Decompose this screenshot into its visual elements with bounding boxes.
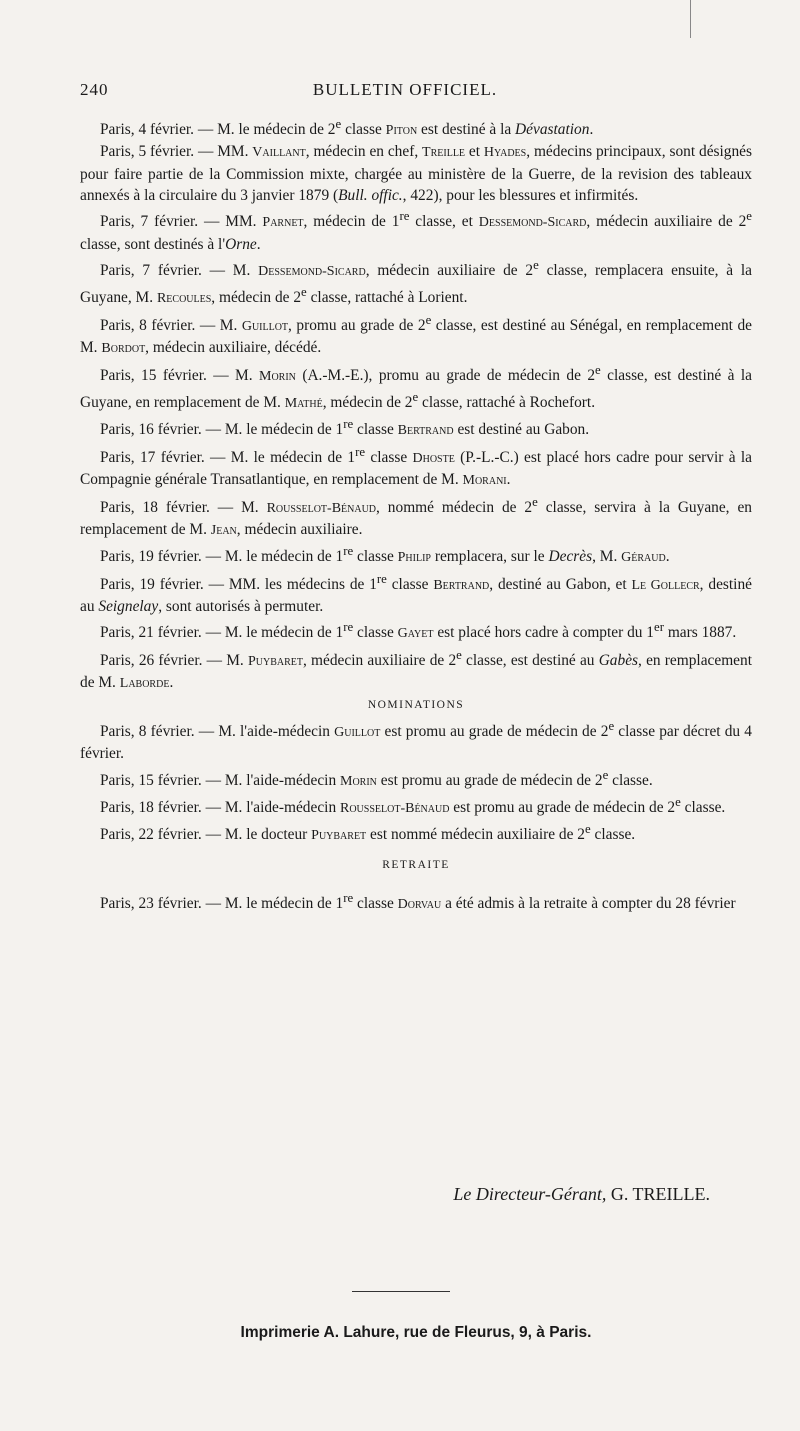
ship-name: Dévastation [515,121,590,139]
nomination-paragraph: Paris, 18 février. — M. l'aide-médecin Rousselot-Bénaud est promu au grade de médecin de 2e classe. [100,795,726,817]
signature-name: G. TREILLE. [610,1184,710,1204]
signature-block [80,1184,710,1205]
person-name: Jean [210,523,237,538]
page-header [80,80,730,104]
person-name: Dessemond-Sicard [258,264,366,280]
entry-date: Paris, 22 février. [100,826,202,844]
person-name: Hyades [483,145,527,161]
nominations-heading: NOMINATIONS [367,698,465,711]
person-name: Morin [340,773,377,789]
person-name: Rousselot-Bénaud [266,500,377,516]
entry-paragraph: Paris, 18 février. — M. Rousselot-Bénaud, nommé médecin de 2e classe, servira à la Guyane, en remplacement de M. Jean, médecin auxiliaire. [80,494,752,538]
signature-role: Le Directeur-Gérant, [453,1184,607,1204]
entry-paragraph: Paris, 7 février. — MM. Parnet, médecin de 1re classe, et Dessemond-Sicard, médecin auxiliaire de 2e classe, sont destinés à l'Orne. [80,209,752,253]
person-name: Morani [462,473,507,489]
person-name: Bertrand [397,423,454,439]
entry-paragraph: Paris, 4 février. — M. le médecin de 2e classe Piton est destiné à la Dévastation. [100,117,594,139]
retraite-list [80,888,752,915]
person-name: Dessemond-Sicard [478,215,587,231]
entry-paragraph: Paris, 17 février. — M. le médecin de 1re classe Dhoste (P.-L.-C.) est placé hors cadre pour servir à la Compagnie générale Transatlantique, en remplacement de M. Morani. [80,444,752,489]
entry-date: Paris, 18 février. [100,498,210,516]
entry-paragraph: Paris, 19 février. — MM. les médecins de 1re classe Bertrand, destiné au Gabon, et Le Gollecr, destiné au Seignelay, sont autorisés à permuter. [80,571,752,616]
entry-date: Paris, 8 février. [100,317,196,334]
person-name: Piton [385,123,418,139]
entry-date: Paris, 7 février. [100,262,202,280]
nomination-paragraph: Paris, 22 février. — M. le docteur Puybaret est nommé médecin auxiliaire de 2e classe. [100,822,636,844]
person-name: Guillot [241,319,289,334]
page-title: BULLETIN OFFICIEL. [312,80,498,99]
entries-list [80,114,752,695]
person-name: Mathé [284,396,323,412]
page-number: 240 [80,80,109,99]
person-name: Bertrand [433,577,490,593]
person-name: Géraud [621,550,666,566]
page-edge-mark [690,0,691,38]
entry-paragraph: Paris, 16 février. — M. le médecin de 1re classe Bertrand est destiné au Gabon. [100,417,590,439]
person-name: Parnet [262,215,304,231]
person-name: Recoules [156,291,212,307]
person-name: Laborde [119,676,170,692]
person-name: Rousselot-Bénaud [340,801,450,817]
person-name: Morin [259,368,296,384]
person-name: Vaillant [252,145,306,161]
ship-name: Decrès [548,548,593,566]
person-name: Gayet [397,626,434,642]
person-name: Philip [397,550,431,566]
entry-date: Paris, 15 février. [100,366,207,384]
entry-date: Paris, 5 février. [100,143,195,161]
retraite-heading: RETRAITE [382,858,450,871]
entry-paragraph: Paris, 19 février. — M. le médecin de 1re classe Philip remplacera, sur le Decrès, M. Géraud. [100,544,670,566]
entry-date: Paris, 18 février. [100,799,202,817]
person-name: Guillot [334,725,381,740]
nominations-list [80,716,752,847]
bulletin-reference: Bull. offic. [338,187,403,205]
entry-date: Paris, 4 février. [100,121,195,139]
document-body [80,114,752,916]
entry-date: Paris, 23 février. [100,895,202,913]
person-name: Dhoste [412,450,455,466]
person-name: Dorvau [397,897,442,913]
person-name: Puybaret [311,828,367,844]
entry-date: Paris, 21 février. [100,624,202,642]
entry-date: Paris, 15 février. [100,771,202,789]
entry-date: Paris, 17 février. [100,448,205,466]
entry-paragraph: Paris, 21 février. — M. le médecin de 1re classe Gayet est placé hors cadre à compter du 1er mars 1887. [100,620,737,642]
ship-name: Gabès [598,651,639,669]
entry-date: Paris, 16 février. [100,421,202,439]
entry-paragraph: Paris, 8 février. — M. Guillot, promu au grade de 2e classe, est destiné au Sénégal, en remplacement de M. Bordot, médecin auxiliaire, décédé. [80,312,752,357]
entry-date: Paris, 19 février. [100,548,202,566]
person-name: Treille [422,145,466,161]
entry-date: Paris, 8 février. [100,723,195,740]
ship-name: Orne [225,235,257,253]
divider-rule [352,1291,450,1292]
person-name: Puybaret [247,653,303,669]
nomination-paragraph: Paris, 15 février. — M. l'aide-médecin Morin est promu au grade de médecin de 2e classe. [100,767,653,789]
nomination-paragraph: Paris, 8 février. — M. l'aide-médecin Guillot est promu au grade de médecin de 2e classe par décret du 4 février. [80,718,752,763]
entry-paragraph: Paris, 26 février. — M. Puybaret, médecin auxiliaire de 2e classe, est destiné au Gabès, en remplacement de M. Laborde. [80,647,752,692]
ship-name: Seignelay [98,598,159,616]
entry-paragraph: Paris, 5 février. — MM. Vaillant, médecin en chef, Treille et Hyades, médecins principaux, sont désignés pour faire partie de la Commission mixte, chargée au ministère de la Guerre, de la revision des tableaux annexés à la circulaire du 3 janvier 1879 (Bull. offic., 422), pour les blessures et infirmités. [80,143,752,205]
entry-date: Paris, 19 février. [100,575,204,593]
printer-imprint: Imprimerie A. Lahure, rue de Fleurus, 9, à Paris. [240,1324,592,1341]
person-name: Le Gollecr [631,577,700,593]
entry-date: Paris, 7 février. [100,213,199,231]
retraite-paragraph: Paris, 23 février. — M. le médecin de 1re classe Dorvau a été admis à la retraite à compter du 28 février [100,891,736,913]
person-name: Bordot [101,341,146,357]
entry-paragraph: Paris, 7 février. — M. Dessemond-Sicard, médecin auxiliaire de 2e classe, remplacera ensuite, à la Guyane, M. Recoules, médecin de 2e classe, rattaché à Lorient. [80,258,752,307]
entry-date: Paris, 26 février. [100,651,203,669]
entry-paragraph: Paris, 15 février. — M. Morin (A.-M.-E.), promu au grade de médecin de 2e classe, est destiné à la Guyane, en remplacement de M. Mathé, médecin de 2e classe, rattaché à Rochefort. [80,362,752,412]
